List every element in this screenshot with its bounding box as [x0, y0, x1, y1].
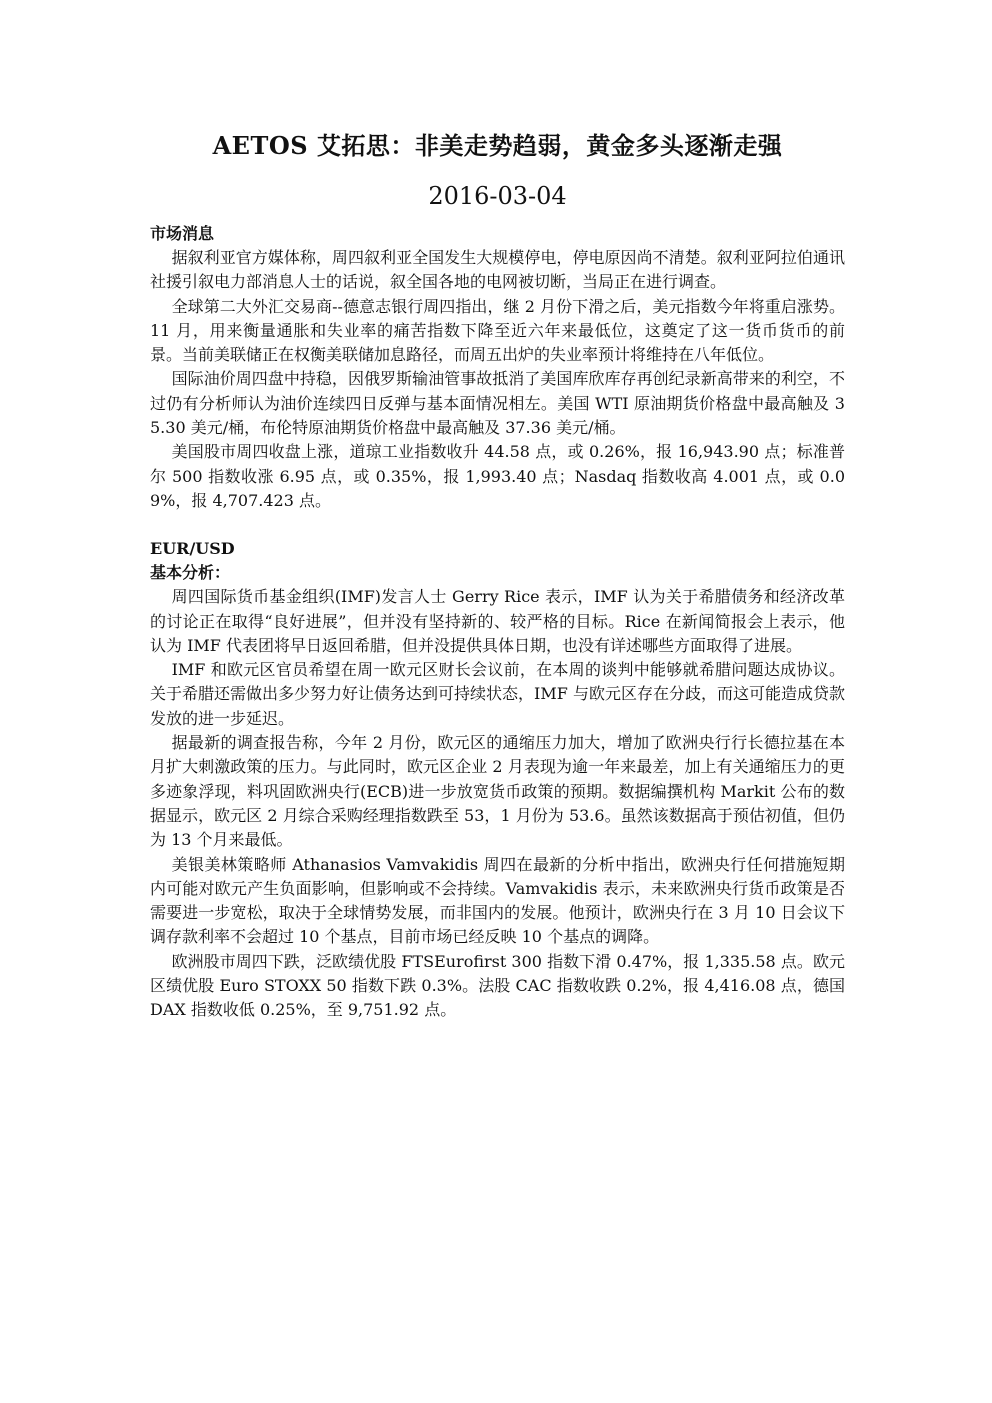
paragraph: 美国股市周四收盘上涨，道琼工业指数收升 44.58 点，或 0.26%，报 16,943.90 点；标准普尔 500 指数收涨 6.95 点，或 0.35%，报 1,993.40 点；Nasdaq 指数收高 4.001 点，或 0.09%，报 4,707.423 点。	[150, 442, 845, 510]
section-heading-eurusd: EUR/USD	[150, 539, 235, 559]
document-title: AETOS 艾拓思：非美走势趋弱，黄金多头逐渐走强	[212, 131, 783, 160]
section-market-news	[150, 222, 845, 513]
paragraph: 欧洲股市周四下跌，泛欧绩优股 FTSEurofirst 300 指数下滑 0.47%，报 1,335.58 点。欧元区绩优股 Euro STOXX 50 指数下跌 0.3%。法股 CAC 指数收跌 0.2%，报 4,416.08 点，德国 DAX 指数收低 0.25%，至 9,751.92 点。	[150, 951, 845, 1020]
subheading-fundamental-analysis: 基本分析：	[150, 563, 231, 583]
paragraph: 据叙利亚官方媒体称，周四叙利亚全国发生大规模停电，停电原因尚不清楚。叙利亚阿拉伯通讯社援引叙电力部消息人士的话说，叙全国各地的电网被切断，当局正在进行调查。	[150, 248, 845, 292]
paragraph: 周四国际货币基金组织(IMF)发言人士 Gerry Rice 表示，IMF 认为关于希腊债务和经济改革的讨论正在取得“良好进展”，但并没有坚持新的、较严格的目标。Rice 在新闻简报会上表示，他认为 IMF 代表团将早日返回希腊，但并没提供具体日期，也没有详述哪些方面取得了进展。	[150, 587, 845, 655]
section-eurusd	[150, 537, 845, 1022]
paragraph: 国际油价周四盘中持稳，因俄罗斯输油管事故抵消了美国库欣库存再创纪录新高带来的利空，不过仍有分析师认为油价连续四日反弹与基本面情况相左。美国 WTI 原油期货价格盘中最高触及 35.30 美元/桶，布伦特原油期货价格盘中最高触及 37.36 美元/桶。	[150, 369, 845, 438]
paragraph: IMF 和欧元区官员希望在周一欧元区财长会议前，在本周的谈判中能够就希腊问题达成协议。关于希腊还需做出多少努力好让债务达到可持续状态，IMF 与欧元区存在分歧，而这可能造成贷款发放的进一步延迟。	[150, 660, 845, 728]
document-page	[150, 118, 845, 1023]
section-spacer	[150, 513, 845, 537]
paragraph: 全球第二大外汇交易商--德意志银行周四指出，继 2 月份下滑之后，美元指数今年将重启涨势。11 月，用来衡量通胀和失业率的痛苦指数下降至近六年来最低位，这奠定了这一货币货币的前景。当前美联储正在权衡美联储加息路径，而周五出炉的失业率预计将维持在八年低位。	[150, 296, 845, 365]
paragraph: 美银美林策略师 Athanasios Vamvakidis 周四在最新的分析中指出，欧洲央行任何措施短期内可能对欧元产生负面影响，但影响或不会持续。Vamvakidis 表示，未来欧洲央行货币政策是否需要进一步宽松，取决于全球情势发展，而非国内的发展。他预计，欧洲央行在 3 月 10 日会议下调存款利率不会超过 10 个基点，目前市场已经反映 10 个基点的调降。	[150, 854, 845, 947]
section-heading-market-news: 市场消息	[150, 224, 215, 243]
paragraph: 据最新的调查报告称，今年 2 月份，欧元区的通缩压力加大，增加了欧洲央行行长德拉基在本月扩大刺激政策的压力。与此同时，欧元区企业 2 月表现为逾一年来最差，加上有关通缩压力的更多迹象浮现，料巩固欧洲央行(ECB)进一步放宽货币政策的预期。数据编撰机构 Markit 公布的数据显示，欧元区 2 月综合采购经理指数跌至 53，1 月份为 53.6。虽然该数据高于预估初值，但仍为 13 个月来最低。	[150, 733, 845, 850]
document-date: 2016-03-04	[428, 182, 567, 210]
